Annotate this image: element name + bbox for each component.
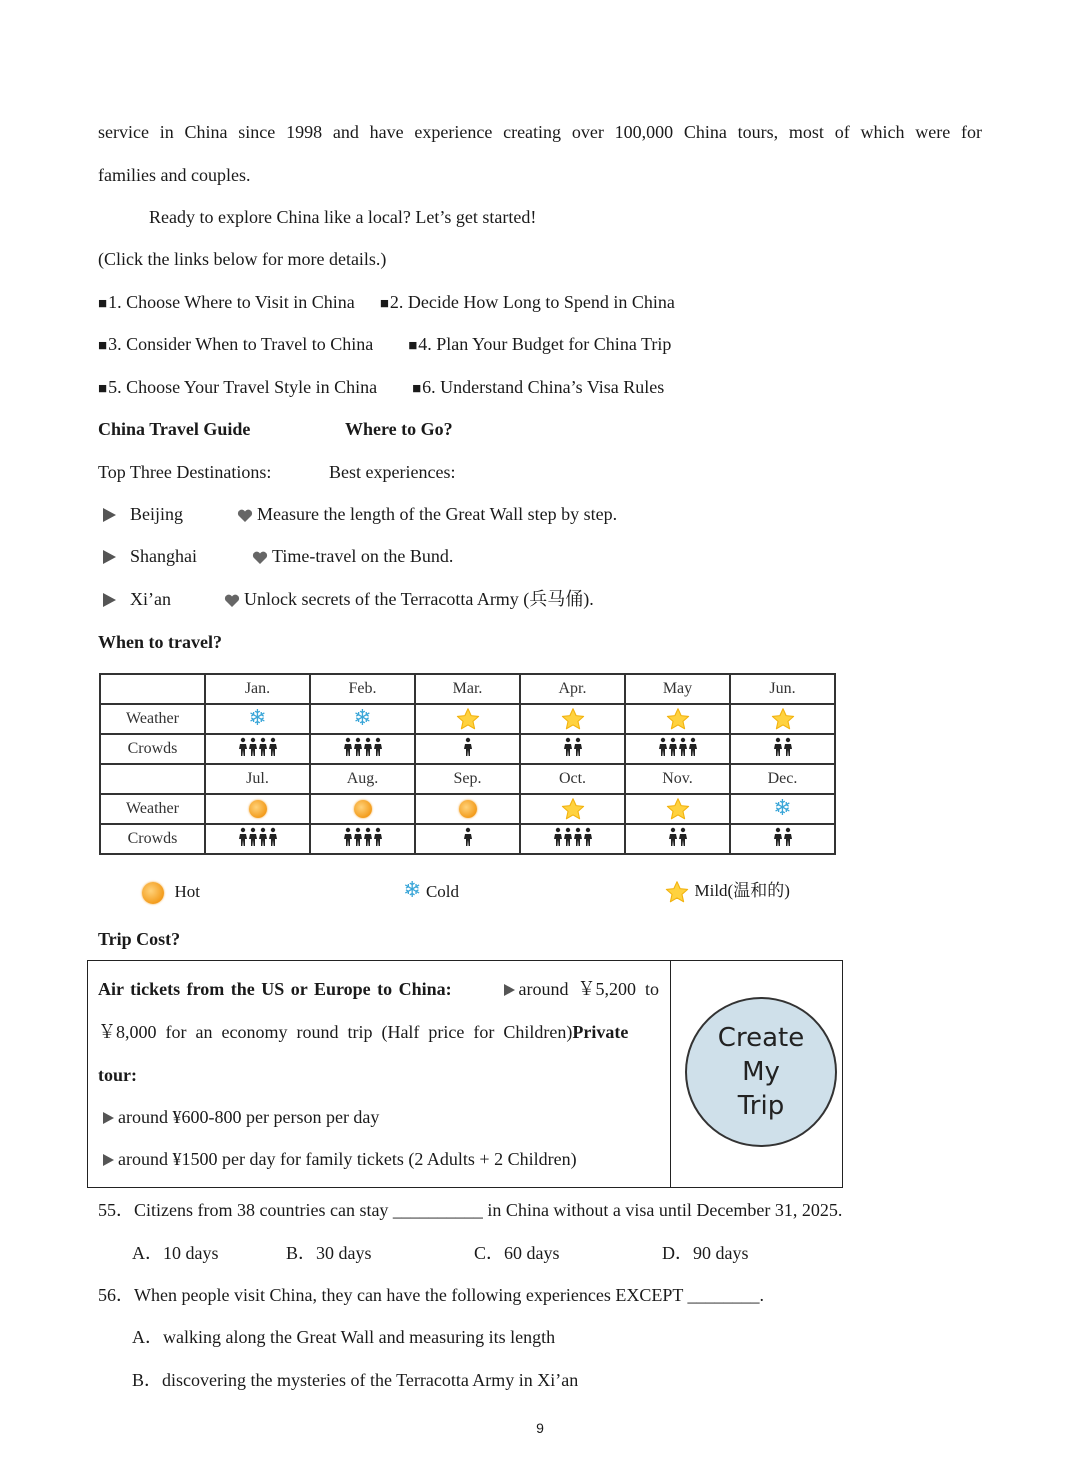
- air-tickets-label: Air tickets from the US or Europe to China:: [98, 979, 452, 999]
- people-icon: [462, 833, 474, 851]
- best-experiences-label: Best experiences:: [329, 462, 456, 482]
- button-line-1: Create: [717, 1023, 805, 1053]
- crowds-row-1: [100, 734, 835, 764]
- arrow-bullet-icon: [103, 593, 116, 607]
- crowd-cell: [415, 824, 520, 854]
- air-tickets-line-2: [98, 1022, 659, 1042]
- crowd-cell: [520, 824, 625, 854]
- q56-option-b[interactable]: B．discovering the mysteries of the Terracotta Army in Xi’an: [132, 1370, 579, 1390]
- air-tickets-line-1: [98, 979, 659, 999]
- square-bullet-icon: ■: [98, 381, 108, 397]
- button-line-3: Trip: [737, 1091, 785, 1121]
- destination-xian: Xi’an: [103, 589, 171, 609]
- snowflake-icon: ❄: [353, 706, 372, 731]
- destination-shanghai: Shanghai: [103, 546, 197, 566]
- star-icon: [665, 797, 691, 821]
- button-line-2: My: [742, 1057, 780, 1087]
- q55-option-a[interactable]: A．10 days: [132, 1243, 219, 1263]
- crowd-cell: [310, 734, 415, 764]
- row-label-weather: Weather: [100, 794, 205, 824]
- weather-cell: [205, 794, 310, 824]
- months-row-2: [100, 764, 835, 794]
- month-cell: Jun.: [730, 674, 835, 704]
- sun-icon: [249, 800, 267, 818]
- crowd-cell: [730, 824, 835, 854]
- link-5[interactable]: ■5. Choose Your Travel Style in China: [98, 377, 378, 397]
- link-2[interactable]: ■2. Decide How Long to Spend in China: [379, 292, 675, 312]
- sun-icon: [354, 800, 372, 818]
- row-label-crowds: Crowds: [100, 824, 205, 854]
- legend-cold: ❄ Cold: [403, 878, 459, 903]
- months-row-1: [100, 674, 835, 704]
- legend-mild: Mild(温和的): [664, 878, 790, 904]
- star-icon: [770, 707, 796, 731]
- weather-cell: [520, 794, 625, 824]
- month-cell: Apr.: [520, 674, 625, 704]
- month-cell: Mar.: [415, 674, 520, 704]
- weather-cell: [415, 704, 520, 734]
- snowflake-icon: ❄: [248, 706, 267, 731]
- weather-cell: [415, 794, 520, 824]
- top-destinations-label: Top Three Destinations:: [98, 462, 272, 482]
- month-cell: Oct.: [520, 764, 625, 794]
- weather-cell: [520, 704, 625, 734]
- weather-cell: [730, 704, 835, 734]
- experience-beijing: Measure the length of the Great Wall step by step.: [237, 504, 617, 524]
- link-3[interactable]: ■3. Consider When to Travel to China: [98, 334, 374, 354]
- snowflake-icon: ❄: [773, 796, 792, 821]
- intro-ready: Ready to explore China like a local? Let’s get started!: [149, 207, 537, 227]
- heart-icon: [237, 509, 253, 523]
- month-cell: Dec.: [730, 764, 835, 794]
- people-icon: [562, 743, 584, 761]
- crowd-cell: [205, 734, 310, 764]
- crowd-cell: [730, 734, 835, 764]
- trip-cost-heading: Trip Cost?: [98, 929, 181, 949]
- arrow-bullet-icon: [103, 1112, 114, 1124]
- q55-option-d[interactable]: D．90 days: [662, 1243, 749, 1263]
- star-icon: [560, 707, 586, 731]
- link-1[interactable]: ■1. Choose Where to Visit in China: [98, 292, 355, 312]
- intro-line-1: service in China since 1998 and have experience creating over 100,000 China tours, most of which were for: [98, 122, 982, 142]
- sun-icon: [459, 800, 477, 818]
- question-55: 55．Citizens from 38 countries can stay __________ in China without a visa until December 31, 2025.: [98, 1200, 843, 1220]
- crowd-cell: [415, 734, 520, 764]
- star-icon: [560, 797, 586, 821]
- crowd-cell: [520, 734, 625, 764]
- month-cell: May: [625, 674, 730, 704]
- row-label-weather: Weather: [100, 704, 205, 734]
- people-icon: [237, 743, 279, 761]
- square-bullet-icon: ■: [379, 296, 389, 312]
- experience-xian: Unlock secrets of the Terracotta Army (兵马俑).: [224, 589, 594, 609]
- square-bullet-icon: ■: [98, 338, 108, 354]
- q55-option-b[interactable]: B．30 days: [286, 1243, 372, 1263]
- air-ticket-price: around ￥5,200 to: [504, 979, 659, 999]
- table-spacer: [100, 764, 205, 794]
- square-bullet-icon: ■: [408, 338, 418, 354]
- q56-option-a[interactable]: A．walking along the Great Wall and measuring its length: [132, 1327, 556, 1347]
- legend-hot: Hot: [142, 879, 200, 904]
- people-icon: [667, 833, 689, 851]
- tour-price-2: around ¥1500 per day for family tickets (2 Adults + 2 Children): [103, 1149, 577, 1169]
- crowd-cell: [625, 734, 730, 764]
- people-icon: [237, 833, 279, 851]
- weather-cell: [310, 704, 415, 734]
- people-icon: [772, 743, 794, 761]
- square-bullet-icon: ■: [98, 296, 108, 312]
- travel-table: [99, 673, 836, 855]
- month-cell: Nov.: [625, 764, 730, 794]
- arrow-bullet-icon: [504, 984, 515, 996]
- weather-cell: [205, 704, 310, 734]
- square-bullet-icon: ■: [412, 381, 422, 397]
- link-row-1: [98, 292, 675, 314]
- snowflake-icon: ❄: [403, 878, 422, 903]
- private-label: Private: [572, 1022, 629, 1042]
- weather-cell: [310, 794, 415, 824]
- intro-click-note: (Click the links below for more details.): [98, 249, 387, 269]
- experience-shanghai: Time-travel on the Bund.: [252, 546, 453, 566]
- people-icon: [342, 833, 384, 851]
- star-icon: [455, 707, 481, 731]
- q55-option-c[interactable]: C．60 days: [474, 1243, 560, 1263]
- link-row-3: [98, 377, 664, 399]
- crowds-row-2: [100, 824, 835, 854]
- sun-icon: [142, 882, 164, 904]
- link-4[interactable]: ■4. Plan Your Budget for China Trip: [408, 334, 672, 354]
- month-cell: Aug.: [310, 764, 415, 794]
- heart-icon: [252, 551, 268, 565]
- where-to-go-heading: Where to Go?: [345, 419, 453, 439]
- weather-row-1: [100, 704, 835, 734]
- people-icon: [552, 833, 594, 851]
- table-corner: [100, 674, 205, 704]
- star-icon: [665, 707, 691, 731]
- row-label-crowds: Crowds: [100, 734, 205, 764]
- create-my-trip-button[interactable]: [685, 997, 837, 1147]
- weather-cell: [625, 794, 730, 824]
- arrow-bullet-icon: [103, 1154, 114, 1166]
- month-cell: Jan.: [205, 674, 310, 704]
- arrow-bullet-icon: [103, 508, 116, 522]
- month-cell: Feb.: [310, 674, 415, 704]
- heart-icon: [224, 594, 240, 608]
- weather-cell: [730, 794, 835, 824]
- people-icon: [342, 743, 384, 761]
- star-icon: [664, 880, 690, 904]
- month-cell: Sep.: [415, 764, 520, 794]
- cost-divider: [670, 960, 671, 1188]
- tour-price-1: around ¥600-800 per person per day: [103, 1107, 379, 1127]
- intro-line-2: families and couples.: [98, 165, 251, 185]
- crowd-cell: [625, 824, 730, 854]
- air-ticket-price-2: ￥8,000 for an economy round trip (Half price for Children)Private: [98, 1022, 629, 1042]
- crowd-cell: [310, 824, 415, 854]
- weather-cell: [625, 704, 730, 734]
- when-to-travel-heading: When to travel?: [98, 632, 222, 652]
- people-icon: [462, 743, 474, 761]
- destination-beijing: Beijing: [103, 504, 183, 524]
- people-icon: [657, 743, 699, 761]
- guide-title: China Travel Guide: [98, 419, 251, 439]
- people-icon: [772, 833, 794, 851]
- tour-label: tour:: [98, 1065, 137, 1085]
- link-6[interactable]: ■6. Understand China’s Visa Rules: [412, 377, 665, 397]
- arrow-bullet-icon: [103, 550, 116, 564]
- weather-row-2: [100, 794, 835, 824]
- link-row-2: [98, 334, 671, 356]
- page-number: 9: [536, 1420, 544, 1436]
- question-56: 56．When people visit China, they can have the following experiences EXCEPT ________.: [98, 1285, 765, 1305]
- crowd-cell: [205, 824, 310, 854]
- month-cell: Jul.: [205, 764, 310, 794]
